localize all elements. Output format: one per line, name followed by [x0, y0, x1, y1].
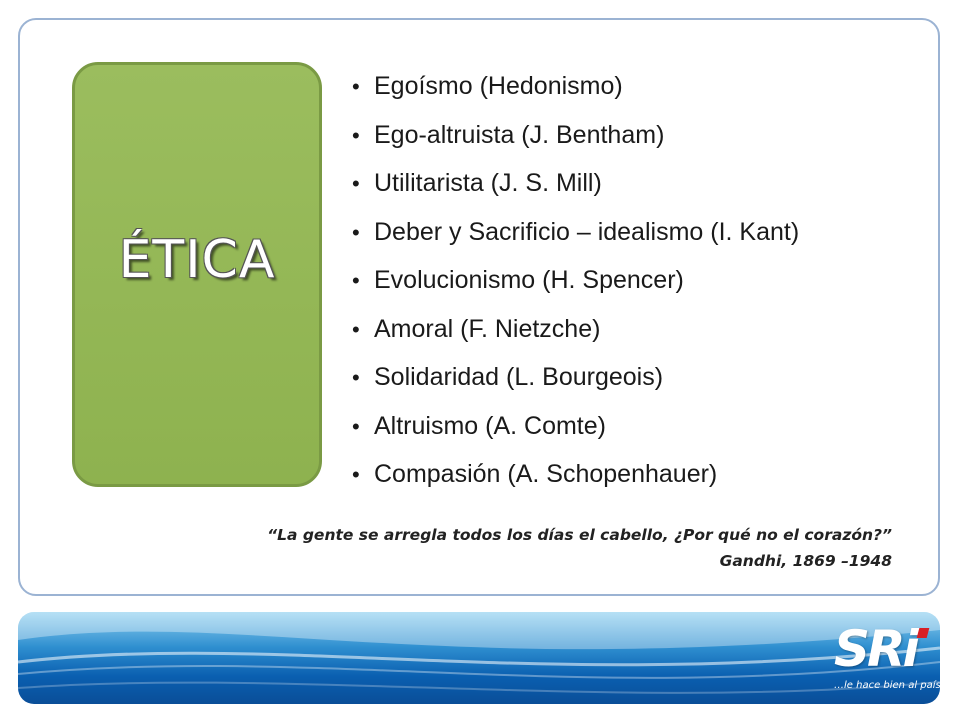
list-item-label: Amoral (F. Nietzche) [374, 314, 601, 343]
list-item-label: Egoísmo (Hedonismo) [374, 72, 623, 100]
etica-title: ÉTICA [118, 229, 276, 290]
ethics-list [352, 62, 799, 499]
bullet-icon: • [352, 316, 360, 342]
bullet-icon: • [352, 462, 360, 487]
wave-decoration [18, 612, 940, 704]
quote-block [267, 522, 892, 574]
bullet-icon: • [352, 413, 360, 439]
list-item [352, 256, 799, 305]
sri-logo [834, 620, 945, 696]
list-item-label: Utilitarista (J. S. Mill) [374, 169, 602, 197]
list-item [352, 353, 799, 402]
logo-accent [917, 628, 930, 638]
logo-tagline: …le hace bien al país! [834, 680, 945, 691]
bullet-icon: • [352, 122, 360, 148]
logo-text: SRi [834, 620, 917, 678]
list-item [352, 111, 799, 160]
list-item-label: Compasión (A. Schopenhauer) [374, 460, 718, 488]
list-item [352, 402, 799, 451]
footer-banner [18, 612, 940, 704]
bullet-icon: • [352, 268, 360, 293]
list-item [352, 305, 799, 354]
list-item [352, 159, 799, 208]
quote-author: Gandhi, 1869 –1948 [719, 552, 892, 570]
quote-text: “La gente se arregla todos los días el cabello, ¿Por qué no el corazón?” [267, 526, 892, 544]
bullet-icon: • [352, 74, 360, 99]
list-item-label: Deber y Sacrificio – idealismo (I. Kant) [374, 217, 800, 246]
list-item-label: Altruismo (A. Comte) [374, 411, 606, 440]
list-item [352, 208, 799, 257]
list-item-label: Solidaridad (L. Bourgeois) [374, 363, 664, 391]
bullet-icon: • [352, 219, 360, 245]
list-item [352, 62, 799, 111]
list-item-label: Ego-altruista (J. Bentham) [374, 120, 665, 149]
bullet-icon: • [352, 171, 360, 196]
bullet-icon: • [352, 365, 360, 390]
etica-box [72, 62, 322, 487]
list-item-label: Evolucionismo (H. Spencer) [374, 266, 684, 294]
list-item [352, 450, 799, 499]
